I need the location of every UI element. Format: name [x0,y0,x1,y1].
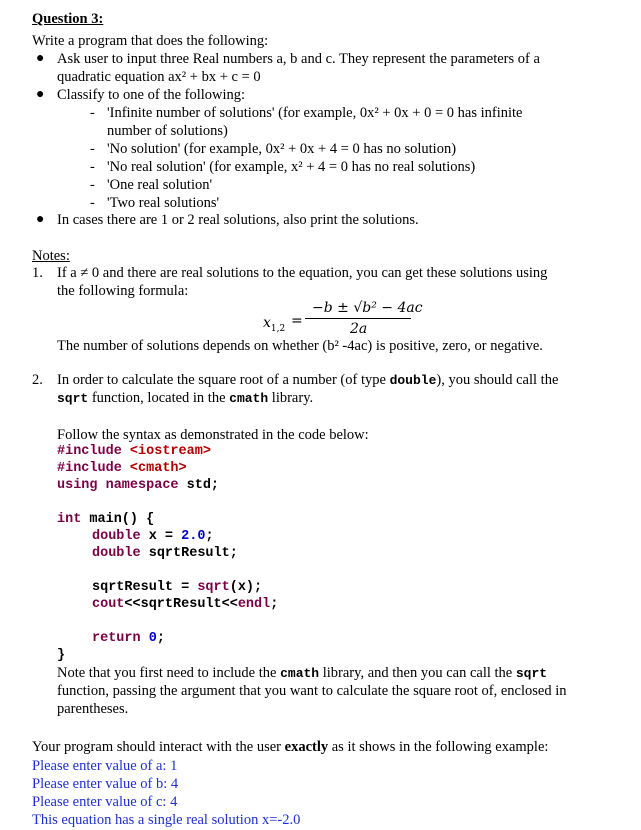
note-1-line2: the following formula: [57,283,189,299]
code-line-main: int main() { [57,512,155,527]
dash-marker: - [90,105,95,121]
note-2-number: 2. [32,372,43,388]
code-line-return: return 0; [92,631,165,646]
note-after-line3: parentheses. [57,701,129,717]
follow-syntax-text: Follow the syntax as demonstrated in the code below: [57,427,369,443]
class-two-real: 'Two real solutions' [107,195,220,211]
bullet-dot: ● [36,212,45,227]
question-heading: Question 3: [32,11,104,27]
class-infinite-line1: 'Infinite number of solutions' (for example, 0x² + 0x + 0 = 0 has infinite [107,105,523,121]
dash-marker: - [90,159,95,175]
note-2-line1: In order to calculate the square root of a number (of type double), you should call the [57,372,559,388]
code-line-close-brace: } [57,648,66,663]
class-infinite-line2: number of solutions) [107,123,228,139]
bullet-3: In cases there are 1 or 2 real solutions, also print the solutions. [57,212,419,228]
bullet-dot: ● [36,51,45,66]
bullet-1-line1: Ask user to input three Real numbers a, b and c. They represent the parameters of a [57,51,540,67]
example-line-a: Please enter value of a: 1 [32,758,178,774]
code-line-cout: cout<<sqrtResult<<endl; [92,597,279,612]
class-one-real: 'One real solution' [107,177,213,193]
note-1-number: 1. [32,265,43,281]
code-line-double-x: double x = 2.0; [92,529,214,544]
dash-marker: - [90,195,95,211]
code-line-double-sqrtresult: double sqrtResult; [92,546,238,561]
dash-marker: - [90,177,95,193]
example-line-b: Please enter value of b: 4 [32,776,179,792]
code-line-include-iostream: #include <iostream> [57,444,211,459]
example-line-c: Please enter value of c: 4 [32,794,178,810]
formula-numerator: −b ± √b² − 4ac [312,300,423,316]
class-no-real-solution: 'No real solution' (for example, x² + 4 = 0 has no real solutions) [107,159,476,175]
interaction-instruction: Your program should interact with the user exactly as it shows in the following example: [32,739,549,755]
bullet-1-line2: quadratic equation ax² + bx + c = 0 [57,69,261,85]
formula-lhs: $x_{1,2}$ [263,315,286,334]
example-line-result: This equation has a single real solution x=-2.0 [32,812,301,828]
note-after-line2: function, passing the argument that you want to calculate the square root of, enclosed in [57,683,567,699]
note-2-line2: sqrt function, located in the cmath library. [57,390,314,406]
code-line-include-cmath: #include <cmath> [57,461,187,476]
formula-bar [305,318,411,319]
note-after-line1: Note that you first need to include the cmath library, and then you can call the sqrt [57,665,548,681]
note-1-after: The number of solutions depends on whether (b² -4ac) is positive, zero, or negative. [57,338,543,354]
formula-equals: = [291,313,303,329]
intro-text: Write a program that does the following: [32,33,269,49]
note-1-line1: If a ≠ 0 and there are real solutions to the equation, you can get these solutions using [57,265,548,281]
formula-denominator: 2a [350,321,368,337]
class-no-solution: 'No solution' (for example, 0x² + 0x + 4 = 0 has no solution) [107,141,457,157]
notes-label: Notes: [32,248,70,264]
bullet-dot: ● [36,87,45,102]
bullet-2: Classify to one of the following: [57,87,246,103]
dash-marker: - [90,141,95,157]
code-line-sqrt-call: sqrtResult = sqrt(x); [92,580,263,595]
code-line-using-namespace: using namespace std; [57,478,220,493]
